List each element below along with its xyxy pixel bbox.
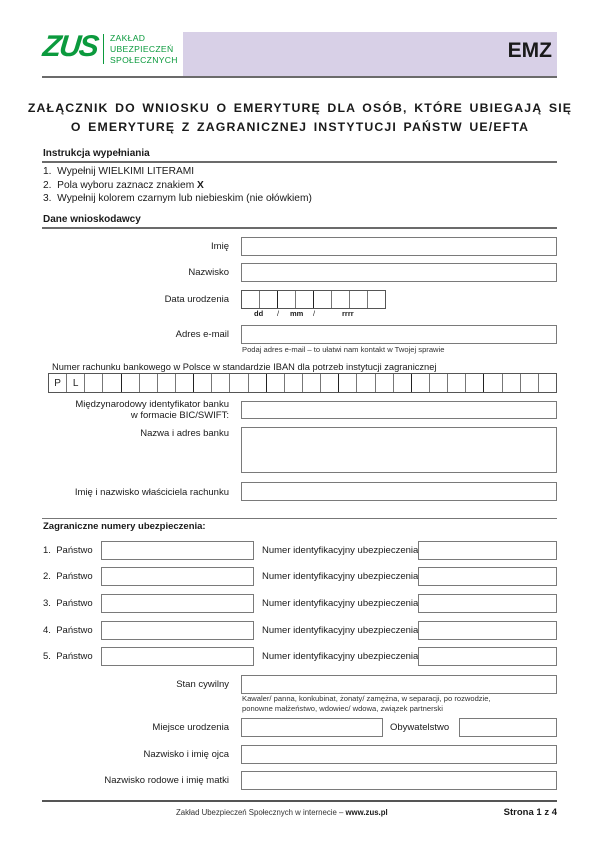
email-hint: Podaj adres e-mail – to ułatwi nam kontakt w Twojej sprawie (242, 345, 445, 354)
birth-date-label: Data urodzenia (164, 294, 229, 305)
instruction-item (43, 166, 194, 177)
section-divider (42, 518, 557, 519)
date-dd-hint: dd (254, 309, 264, 318)
first-name-field[interactable] (241, 237, 557, 256)
item-number: 1. (43, 166, 52, 177)
form-code: EMZ (507, 39, 552, 62)
insurance-id-field[interactable] (418, 567, 557, 586)
country-field[interactable] (101, 567, 254, 586)
logo-divider (103, 34, 104, 64)
date-yyyy-hint: rrrr (342, 309, 354, 318)
item-text: Pola wyboru zaznacz znakiem (57, 180, 198, 191)
foreign-row-label (43, 545, 93, 556)
iban-digit-cell[interactable] (484, 374, 502, 392)
instruction-item (43, 193, 312, 204)
country-label: Państwo (56, 625, 93, 636)
date-separator: / (313, 309, 316, 318)
footer-caption: Zakład Ubezpieczeń Społecznych w internecie – (176, 808, 346, 817)
row-number: 5. (43, 651, 51, 662)
row-number: 3. (43, 598, 51, 609)
iban-field[interactable] (48, 373, 557, 393)
iban-digit-cell[interactable] (503, 374, 521, 392)
foreign-row-label (43, 625, 93, 636)
last-name-field[interactable] (241, 263, 557, 282)
date-digit-cell[interactable] (368, 291, 385, 308)
iban-prefix-cell: P (49, 374, 67, 392)
applicant-heading: Dane wnioskodawcy (43, 214, 141, 225)
foreign-row-label (43, 598, 93, 609)
mother-name-label: Nazwisko rodowe i imię matki (104, 775, 229, 786)
iban-digit-cell[interactable] (103, 374, 121, 392)
father-name-label: Nazwisko i imię ojca (143, 749, 229, 760)
item-number: 3. (43, 193, 52, 204)
insurance-id-field[interactable] (418, 621, 557, 640)
country-label: Państwo (56, 571, 93, 582)
iban-digit-cell[interactable] (321, 374, 339, 392)
iban-digit-cell[interactable] (521, 374, 539, 392)
date-digit-cell[interactable] (332, 291, 350, 308)
iban-digit-cell[interactable] (430, 374, 448, 392)
birthplace-field[interactable] (241, 718, 383, 737)
row-number: 1. (43, 545, 51, 556)
iban-digit-cell[interactable] (376, 374, 394, 392)
header-divider (42, 76, 557, 78)
iban-digit-cell[interactable] (85, 374, 103, 392)
citizenship-label: Obywatelstwo (390, 722, 450, 733)
birthplace-label: Miejsce urodzenia (152, 722, 229, 733)
country-field[interactable] (101, 594, 254, 613)
bank-name-field[interactable] (241, 427, 557, 473)
insurance-id-label: Numer identyfikacyjny ubezpieczenia (262, 571, 419, 582)
page-title-line2: O EMERYTURĘ Z ZAGRANICZNEJ INSTYTUCJI PAŃSTW UE/EFTA (70, 120, 530, 134)
insurance-id-label: Numer identyfikacyjny ubezpieczenia (262, 651, 419, 662)
iban-digit-cell[interactable] (466, 374, 484, 392)
bic-label-line: Międzynarodowy identyfikator banku (75, 399, 229, 410)
country-label: Państwo (56, 598, 93, 609)
country-field[interactable] (101, 647, 254, 666)
email-label: Adres e-mail (175, 329, 229, 340)
insurance-id-field[interactable] (418, 594, 557, 613)
instructions-heading: Instrukcja wypełniania (43, 148, 150, 159)
father-name-field[interactable] (241, 745, 557, 764)
first-name-label: Imię (211, 241, 229, 252)
country-label: Państwo (56, 545, 93, 556)
iban-digit-cell[interactable] (285, 374, 303, 392)
mother-name-field[interactable] (241, 771, 557, 790)
item-number: 2. (43, 180, 52, 191)
iban-digit-cell[interactable] (357, 374, 375, 392)
email-field[interactable] (241, 325, 557, 344)
iban-digit-cell[interactable] (303, 374, 321, 392)
country-label: Państwo (56, 651, 93, 662)
date-digit-cell[interactable] (314, 291, 332, 308)
footer-divider (42, 800, 557, 802)
iban-digit-cell[interactable] (212, 374, 230, 392)
iban-digit-cell[interactable] (140, 374, 158, 392)
date-digit-cell[interactable] (242, 291, 260, 308)
citizenship-field[interactable] (459, 718, 557, 737)
hint-line: ponowne małżeństwo, wdowiec/ wdowa, związek partnerski (242, 703, 443, 713)
page-title-line1: ZAŁĄCZNIK DO WNIOSKU O EMERYTURĘ DLA OSÓB, KTÓRE UBIEGAJĄ SIĘ (27, 101, 573, 115)
footer-text (176, 808, 388, 817)
header-band (183, 32, 557, 77)
date-digit-cell[interactable] (296, 291, 314, 308)
account-owner-label: Imię i nazwisko właściciela rachunku (74, 487, 229, 498)
iban-label: Numer rachunku bankowego w Polsce w standardzie IBAN dla potrzeb instytucji zagranicznej (52, 362, 437, 372)
iban-digit-cell[interactable] (539, 374, 556, 392)
section-divider (42, 227, 557, 229)
date-digit-cell[interactable] (278, 291, 296, 308)
birth-date-field[interactable] (241, 290, 386, 309)
iban-digit-cell[interactable] (230, 374, 248, 392)
date-digit-cell[interactable] (260, 291, 278, 308)
foreign-row-label (43, 571, 93, 582)
bic-label-line: w formacie BIC/SWIFT: (130, 410, 229, 421)
iban-digit-cell[interactable] (194, 374, 212, 392)
iban-digit-cell[interactable] (339, 374, 357, 392)
country-field[interactable] (101, 621, 254, 640)
iban-digit-cell[interactable] (267, 374, 285, 392)
iban-digit-cell[interactable] (158, 374, 176, 392)
hint-line: Kawaler/ panna, konkubinat, żonaty/ zamężna, w separacji, po rozwodzie, (242, 694, 491, 703)
marital-status-field[interactable] (241, 675, 557, 694)
insurance-id-label: Numer identyfikacyjny ubezpieczenia (262, 625, 419, 636)
item-bold-mark: X (197, 180, 204, 191)
foreign-numbers-heading: Zagraniczne numery ubezpieczenia: (43, 521, 206, 532)
insurance-id-label: Numer identyfikacyjny ubezpieczenia (262, 598, 419, 609)
bic-field[interactable] (241, 401, 557, 419)
row-number: 4. (43, 625, 51, 636)
footer-link[interactable]: www.zus.pl (345, 808, 388, 817)
iban-digit-cell[interactable] (249, 374, 267, 392)
date-digit-cell[interactable] (350, 291, 368, 308)
iban-digit-cell[interactable] (394, 374, 412, 392)
logo-line: ZAKŁAD (110, 33, 146, 43)
page-number: Strona 1 z 4 (503, 807, 557, 818)
last-name-label: Nazwisko (188, 267, 229, 278)
section-divider (42, 161, 557, 163)
foreign-row-label (43, 651, 93, 662)
iban-prefix-cell: L (67, 374, 85, 392)
marital-status-label: Stan cywilny (176, 679, 229, 690)
row-number: 2. (43, 571, 51, 582)
iban-digit-cell[interactable] (176, 374, 194, 392)
marital-status-hint (242, 694, 491, 713)
iban-digit-cell[interactable] (448, 374, 466, 392)
insurance-id-field[interactable] (418, 541, 557, 560)
iban-digit-cell[interactable] (122, 374, 140, 392)
date-separator: / (277, 309, 280, 318)
instruction-item (43, 180, 204, 191)
insurance-id-label: Numer identyfikacyjny ubezpieczenia (262, 545, 419, 556)
country-field[interactable] (101, 541, 254, 560)
zus-logo-text (110, 33, 178, 66)
item-text: Wypełnij WIELKIMI LITERAMI (57, 166, 195, 177)
bic-label (29, 399, 229, 421)
account-owner-field[interactable] (241, 482, 557, 501)
date-mm-hint: mm (290, 309, 304, 318)
logo-line: UBEZPIECZEŃ (110, 44, 174, 54)
insurance-id-field[interactable] (418, 647, 557, 666)
logo-line: SPOŁECZNYCH (110, 55, 178, 65)
zus-logo-mark: ZUS (41, 30, 99, 63)
bank-name-label: Nazwa i adres banku (140, 428, 229, 439)
item-text: Wypełnij kolorem czarnym lub niebieskim (nie ołówkiem) (57, 193, 312, 204)
iban-digit-cell[interactable] (412, 374, 430, 392)
